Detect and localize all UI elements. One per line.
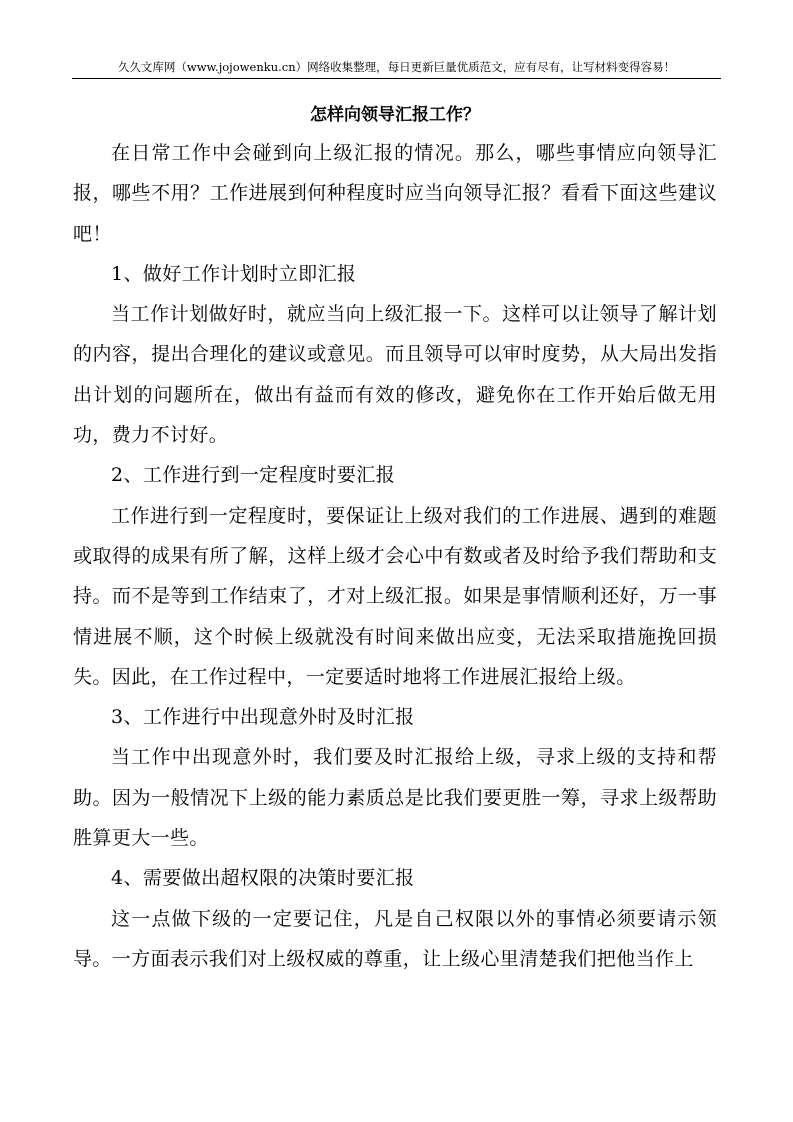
section-heading-1: 1、做好工作计划时立即汇报 (111, 262, 357, 285)
paragraph-section-2: 工作进行到一定程度时，要保证让上级对我们的工作进展、遇到的难题或取得的成果有所了解，这样上级才会心中有数或者及时给予我们帮助和支持。而不是等到工作结束了，才对上级汇报。如果是事情顺利还好，万一事情进展不顺，这个时候上级就没有时间来做出应变，无法采取措施挽回损失。因此，在工作过程中，一定要适时地将工作进展汇报给上级。 (73, 504, 717, 688)
document-body (73, 100, 717, 979)
section-heading-4: 4、需要做出超权限的决策时要汇报 (111, 867, 415, 890)
paragraph-intro: 在日常工作中会碰到向上级汇报的情况。那么，哪些事情应向领导汇报，哪些不用？工作进展到何种程度时应当向领导汇报？看看下面这些建议吧！ (73, 142, 717, 245)
section-heading-2: 2、工作进行到一定程度时要汇报 (111, 464, 396, 487)
paragraph-section-3: 当工作中出现意外时，我们要及时汇报给上级，寻求上级的支持和帮助。因为一般情况下上级的能力素质总是比我们要更胜一筹，寻求上级帮助胜算更大一些。 (73, 746, 717, 850)
paragraph-section-1: 当工作计划做好时，就应当向上级汇报一下。这样可以让领导了解计划的内容，提出合理化的建议或意见。而且领导可以审时度势，从大局出发指出计划的问题所在，做出有益而有效的修改，避免你在工作开始后做无用功，费力不讨好。 (73, 303, 717, 447)
section-heading-3: 3、工作进行中出现意外时及时汇报 (111, 706, 415, 729)
document-title: 怎样向领导汇报工作？ (310, 105, 480, 125)
paragraph-section-4: 这一点做下级的一定要记住，凡是自己权限以外的事情必须要请示领导。一方面表示我们对上级权威的尊重，让上级心里清楚我们把他当作上 (73, 907, 717, 970)
header-text: 久久文库网（www.jojowenku.cn）网络收集整理，每日更新巨量优质范文，应有尽有，让写材料变得容易！ (117, 60, 676, 74)
page-header (72, 56, 721, 79)
